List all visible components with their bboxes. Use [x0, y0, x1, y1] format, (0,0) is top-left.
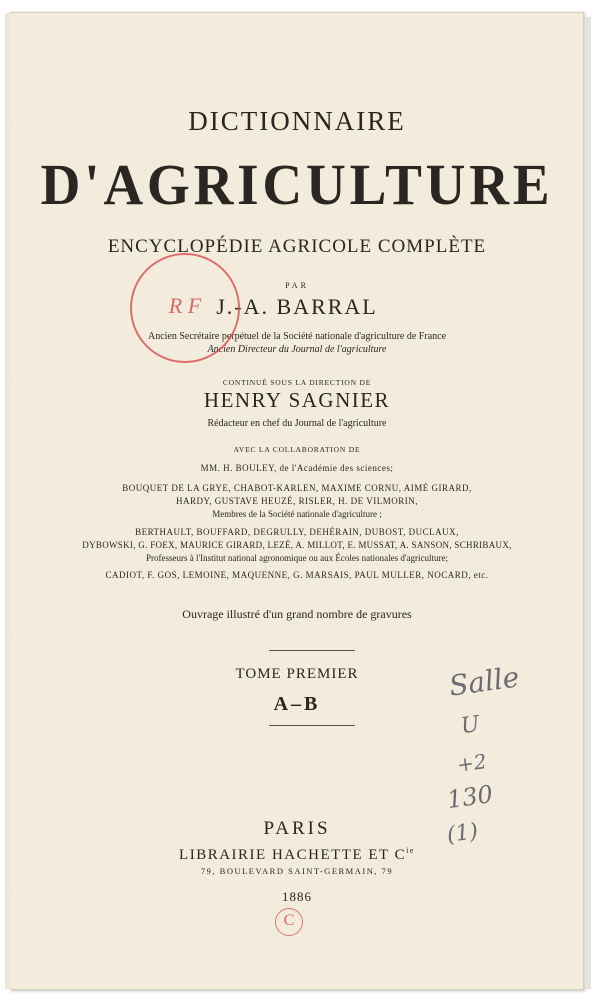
collaborator-line: BOUQUET DE LA GRYE, CHABOT-KARLEN, MAXIME CORNU, AIMÉ GIRARD, [122, 483, 472, 493]
collaborator-line: Professeurs à l'Institut national agronomique ou aux Écoles nationales d'agriculture; [146, 553, 448, 563]
title-line-2: D'AGRICULTURE [40, 152, 554, 217]
author-sagnier: HENRY SAGNIER [203, 388, 391, 412]
imprint-city: PARIS [263, 818, 331, 839]
publisher-superscript: ie [406, 846, 415, 855]
title-line-1: DICTIONNAIRE [188, 106, 406, 136]
collaborator-line: CADIOT, F. GOS, LEMOINE, MAQUENNE, G. MARSAIS, PAUL MULLER, NOCARD, etc. [105, 570, 489, 580]
collaboration-heading: AVEC LA COLLABORATION DE [233, 445, 361, 454]
volume-letters: A–B [273, 693, 321, 715]
collaborator-line: MM. H. BOULEY, de l'Académie des sciences; [200, 463, 394, 473]
small-stamp-letter: C [283, 912, 295, 929]
collaborator-line: DYBOWSKI, G. FOEX, MAURICE GIRARD, LEZÉ, A. MILLOT, E. MUSSAT, A. SANSON, SCHRIBAUX, [82, 540, 512, 550]
small-stamp [275, 908, 303, 936]
illustration-note: Ouvrage illustré d'un grand nombre de gravures [182, 607, 412, 621]
imprint-publisher [11, 846, 583, 864]
pencil-note: Salle [447, 660, 522, 703]
author-sagnier-role: Rédacteur en chef du Journal de l'agriculture [207, 418, 387, 429]
par-label: PAR [285, 281, 309, 290]
pencil-note: +2 [455, 749, 489, 777]
pencil-note: U [459, 711, 482, 740]
divider-top [269, 650, 355, 651]
divider-bottom [269, 725, 355, 726]
author-barral: J.-A. BARRAL [216, 294, 378, 319]
collaborator-line: HARDY, GUSTAVE HEUZÉ, RISLER, H. DE VILMORIN, [175, 496, 419, 506]
imprint-address: 79, BOULEVARD SAINT-GERMAIN, 79 [200, 866, 394, 876]
title-page [10, 12, 584, 990]
library-stamp-text: R F [168, 293, 202, 318]
continued-label: CONTINUÉ SOUS LA DIRECTION DE [222, 378, 372, 387]
volume-label: TOME PREMIER [235, 666, 359, 682]
author-barral-role-1: Ancien Secrétaire perpétuel de la Société nationale d'agriculture de France [147, 331, 447, 342]
imprint-year: 1886 [282, 889, 312, 904]
publisher-name: LIBRAIRIE HACHETTE ET C [179, 847, 407, 863]
collaborator-line: BERTHAULT, BOUFFARD, DEGRULLY, DEHÉRAIN, DUBOST, DUCLAUX, [135, 527, 459, 537]
author-barral-role-2: Ancien Directeur du Journal de l'agriculture [207, 344, 387, 355]
subtitle: ENCYCLOPÉDIE AGRICOLE COMPLÈTE [107, 236, 487, 257]
pencil-note: 130 [445, 779, 495, 815]
collaborator-line: Membres de la Société nationale d'agriculture ; [212, 509, 382, 519]
pencil-note: (1) [445, 818, 480, 849]
page-edge [585, 17, 591, 989]
library-stamp [130, 253, 240, 363]
